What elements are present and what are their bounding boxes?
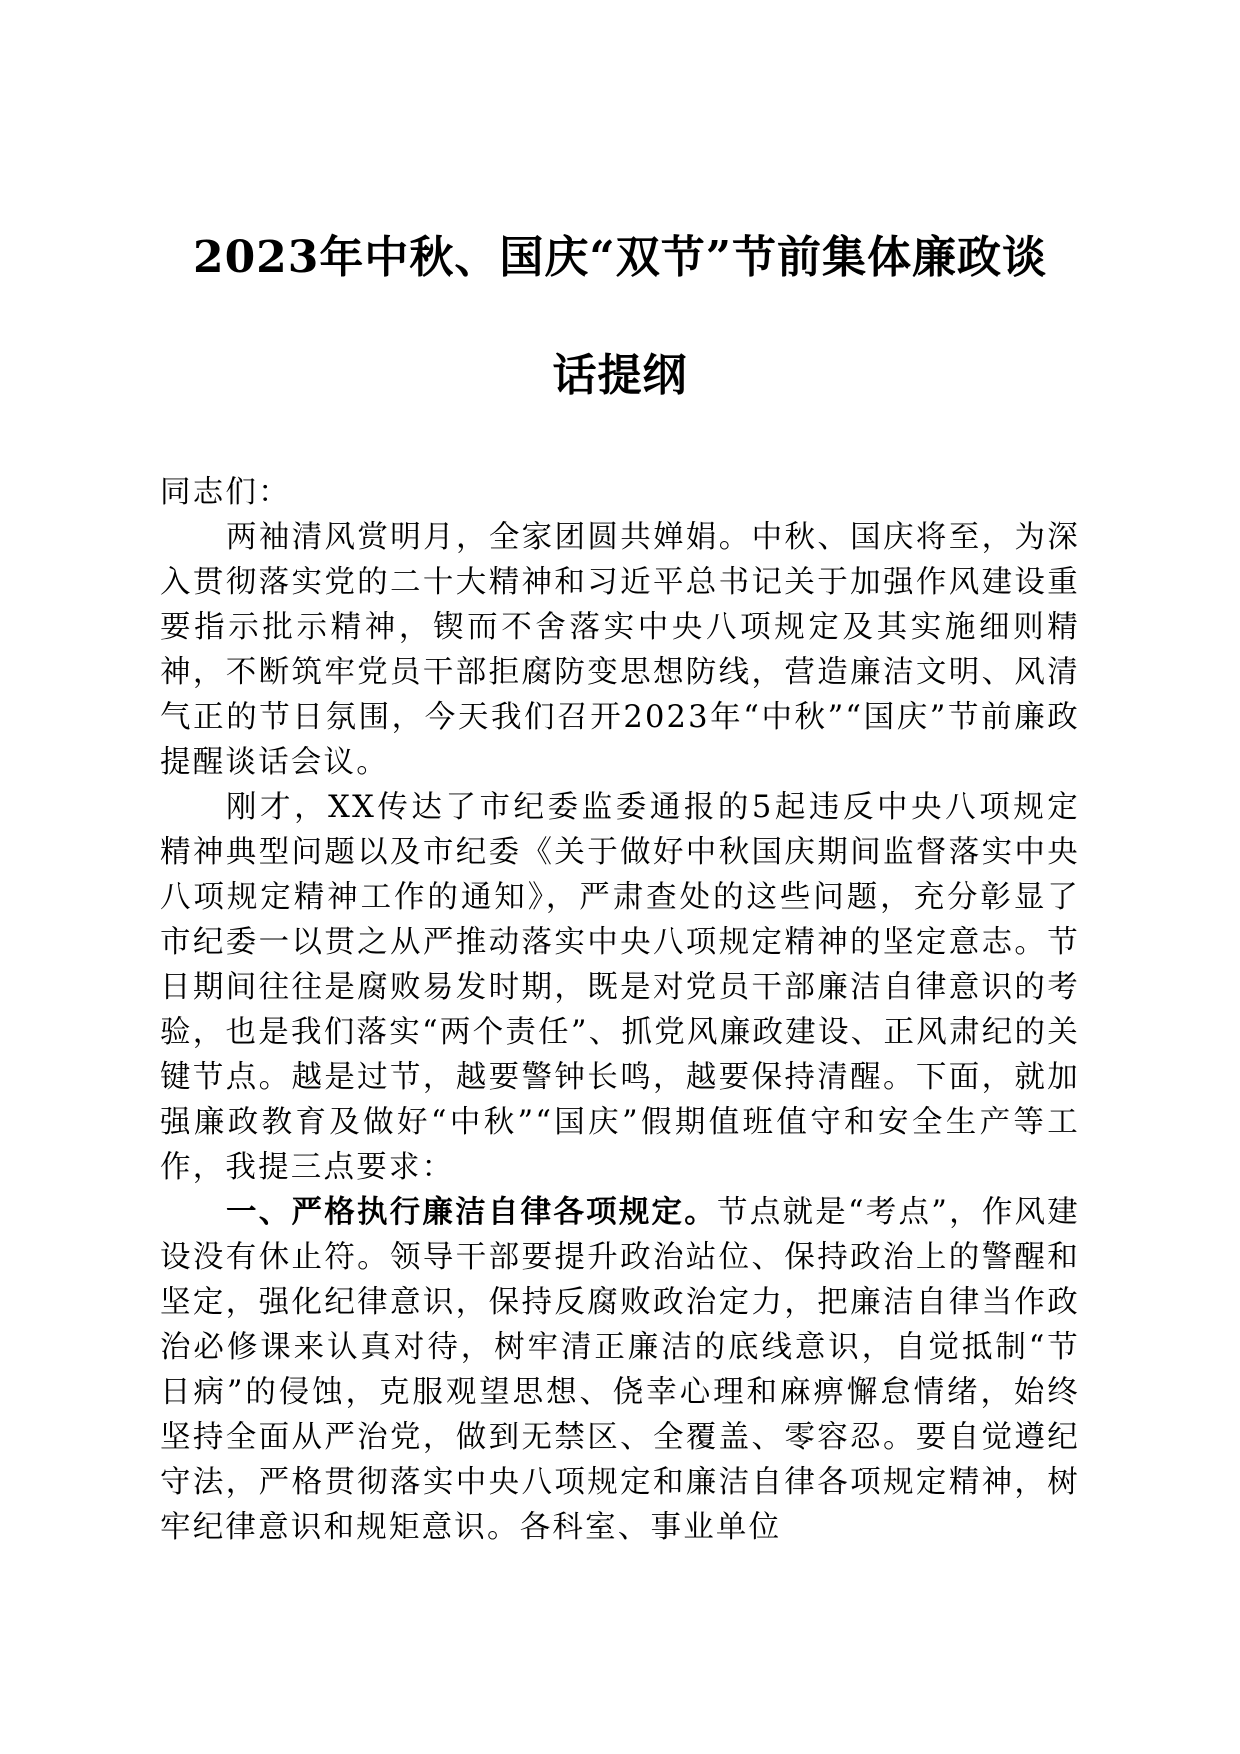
section-1-heading: 一、严格执行廉洁自律各项规定。 — [226, 1195, 718, 1230]
salutation: 同志们： — [160, 475, 291, 510]
paragraph-opening: 两袖清风赏明月，全家团圆共婵娟。中秋、国庆将至，为深入贯彻落实党的二十大精神和习近平总书记关于加强作风建设重要指示批示精神，锲而不舍落实中央八项规定及其实施细则精神，不断筑牢党员干部拒腐防变思想防线，营造廉洁文明、风清气正的节日氛围，今天我们召开2023年“中秋”“国庆”节前廉政提醒谈话会议。 — [160, 520, 1080, 780]
document-body — [160, 470, 1080, 1550]
section-1-text: 节点就是“考点”，作风建设没有休止符。领导干部要提升政治站位、保持政治上的警醒和坚定，强化纪律意识，保持反腐败政治定力，把廉洁自律当作政治必修课来认真对待，树牢清正廉洁的底线意识，自觉抵制“节日病”的侵蚀，克服观望思想、侥幸心理和麻痹懈怠情绪，始终坚持全面从严治党，做到无禁区、全覆盖、零容忍。要自觉遵纪守法，严格贯彻落实中央八项规定和廉洁自律各项规定精神，树牢纪律意识和规矩意识。各科室、事业单位 — [160, 1195, 1080, 1545]
document-title-line-1: 2023年中秋、国庆“双节”节前集体廉政谈 — [192, 232, 1048, 283]
document-title-line-2: 话提纲 — [552, 350, 688, 401]
paragraph-briefing: 刚才，XX传达了市纪委监委通报的5起违反中央八项规定精神典型问题以及市纪委《关于做好中秋国庆期间监督落实中央八项规定精神工作的通知》，严肃查处的这些问题，充分彰显了市纪委一以贯之从严推动落实中央八项规定精神的坚定意志。节日期间往往是腐败易发时期，既是对党员干部廉洁自律意识的考验，也是我们落实“两个责任”、抓党风廉政建设、正风肃纪的关键节点。越是过节，越要警钟长鸣，越要保持清醒。下面，就加强廉政教育及做好“中秋”“国庆”假期值班值守和安全生产等工作，我提三点要求： — [160, 790, 1080, 1185]
paragraph-section-1 — [160, 1190, 1080, 1550]
